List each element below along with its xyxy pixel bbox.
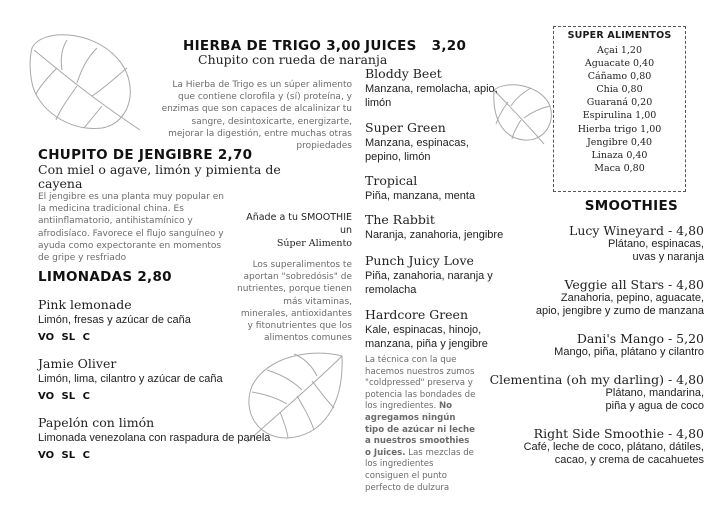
limonada-options: VO SL C: [38, 390, 90, 402]
smoothie-desc-line1: Zanahoria, pepino, aguacate,: [560, 292, 704, 304]
smoothie-name: Veggie all Stars - 4,80: [564, 277, 704, 292]
smoothie-desc-line2: piña y agua de coco: [605, 400, 704, 412]
smoothie-desc-line2: uvas y naranja: [632, 251, 704, 263]
juice-desc: Manzana, espinacas, pepino, limón: [365, 137, 469, 163]
juice-desc: Piña, manzana, menta: [365, 190, 476, 202]
limonada-item: [38, 356, 223, 402]
juice-name: The Rabbit: [365, 212, 435, 227]
jengibre-subtitle: Con miel o agave, limón y pimienta de cayena: [38, 162, 281, 191]
juice-name: Hardcore Green: [365, 307, 469, 322]
smoothie-item: [536, 277, 704, 318]
super-alimento-item: Cáñamo 0,80: [587, 71, 652, 83]
limonada-name: Jamie Oliver: [38, 356, 117, 371]
jengibre-title: CHUPITO DE JENGIBRE 2,70: [38, 147, 253, 163]
super-alimento-item: Jengibre 0,40: [586, 136, 653, 148]
juice-name: Super Green: [365, 120, 446, 135]
limonadas-title: LIMONADAS 2,80: [38, 269, 172, 285]
juices-title: [365, 38, 466, 54]
super-alimentos-title: SUPER ALIMENTOS: [567, 30, 672, 41]
super-alimento-item: Maca 0,80: [594, 162, 645, 174]
juices-note-bold: No agregamos ningún tipo de azúcar ni leche a nuestros smoothies o Juices.: [365, 401, 475, 458]
smoothie-item: [569, 223, 704, 264]
smoothie-desc-line1: Mango, piña, plátano y cilantro: [554, 346, 704, 358]
super-alimentos-list: [554, 44, 685, 175]
smoothie-desc-line2: cacao, y crema de cacahuetes: [554, 454, 704, 466]
hierba-description: La Hierba de Trigo es un súper alimento que contiene clorofila y (sí) proteína, y enzimas que son capaces de alcalinizar tu sangre, desintoxicarte, energizarte, mejorar la digestión, entre muchas otras propiedades: [161, 80, 352, 152]
juices-price: 3,20: [431, 38, 467, 54]
super-alimento-item: Açai 1,20: [596, 45, 643, 56]
hierba-title: HIERBA DE TRIGO 3,00: [183, 38, 361, 54]
juices-note-suffix: Las mezclas de los ingredientes consiguen el punto perfecto de dulzura: [365, 447, 474, 493]
limonada-item: [38, 297, 191, 343]
juice-item: [365, 173, 515, 204]
smoothie-item: [554, 331, 704, 359]
juice-item: [365, 307, 495, 351]
jengibre-description: El jengibre es una planta muy popular en la medicina tradicional china. Es antiinflamatorio, antihistamínico y afrodisíaco. Favorece el flujo sanguíneo y ayuda como expectorante en momentos de gripe y resfriado: [38, 192, 224, 264]
smoothie-desc-line2: apio, jengibre y zumo de manzana: [535, 305, 704, 317]
spinach-leaf-icon: [22, 28, 152, 138]
super-alimento-item: Espirulina 1,00: [582, 110, 657, 122]
limonada-desc: Limón, lima, cilantro y azúcar de caña: [38, 373, 223, 385]
juices-note: [365, 355, 477, 494]
limonada-item: [38, 415, 270, 461]
smoothie-name: Dani's Mango - 5,20: [576, 331, 704, 346]
super-alimentos-box: [553, 26, 686, 192]
smoothie-desc-line1: Café, leche de coco, plátano, dátiles,: [523, 441, 704, 453]
limonada-desc: Limón, fresas y azúcar de caña: [38, 314, 191, 326]
juice-desc: Naranja, zanahoria, jengibre: [365, 229, 504, 241]
juices-title-text: JUICES: [365, 38, 417, 54]
smoothie-item: [524, 426, 704, 467]
smoothies-title: SMOOTHIES: [584, 198, 678, 214]
juices-note-prefix: La técnica con la que hacemos nuestros zumos "coldpressed" preserva y potencia las bondades de los ingredientes.: [365, 355, 476, 412]
super-alimento-item: Aguacate 0,40: [584, 58, 655, 70]
superfood-description: Los superalimentos te aportan "sobredósis" de nutrientes, porque tienen más vitaminas, minerales, antioxidantes y fitonutrientes que los alimentos comunes: [237, 260, 352, 344]
limonada-name: Papelón con limón: [38, 415, 155, 430]
superfood-note: [240, 211, 352, 250]
super-alimento-item: Hierba trigo 1,00: [577, 123, 662, 135]
super-alimento-item: Linaza 0,40: [591, 149, 648, 161]
juice-item: [365, 66, 505, 110]
juice-desc: Kale, espinacas, hinojo, manzana, piña y jengibre: [365, 324, 488, 350]
juice-item: [365, 212, 515, 243]
superfood-note-line1: Añade a tu SMOOTHIE: [246, 212, 352, 223]
juice-desc: Piña, zanahoria, naranja y remolacha: [365, 270, 493, 296]
juice-desc: Manzana, remolacha, apio, limón: [365, 83, 498, 109]
superfood-note-line2: un: [339, 225, 352, 236]
limonada-desc: Limonada venezolana con raspadura de panela: [38, 432, 271, 444]
superfood-note-line3: Súper Alimento: [276, 238, 352, 249]
smoothie-desc-line1: Plátano, mandarina,: [605, 387, 704, 399]
smoothie-item: [490, 372, 704, 413]
super-alimento-item: Chia 0,80: [596, 84, 643, 96]
juice-name: Tropical: [365, 173, 418, 188]
limonada-name: Pink lemonade: [38, 297, 132, 312]
smoothie-name: Lucy Wineyard - 4,80: [569, 223, 704, 238]
juice-item: [365, 120, 505, 164]
smoothie-name: Right Side Smoothie - 4,80: [533, 426, 704, 441]
limonada-options: VO SL C: [38, 449, 90, 461]
super-alimento-item: Guaraná 0,20: [586, 97, 653, 109]
smoothie-name: Clementina (oh my darling) - 4,80: [489, 372, 704, 387]
juice-name: Bloddy Beet: [365, 66, 442, 81]
juice-name: Punch Juicy Love: [365, 253, 474, 268]
limonada-options: VO SL C: [38, 331, 90, 343]
hierba-subtitle: Chupito con rueda de naranja: [198, 52, 388, 67]
smoothie-desc-line1: Plátano, espinacas,: [607, 238, 704, 250]
juice-item: [365, 253, 505, 297]
